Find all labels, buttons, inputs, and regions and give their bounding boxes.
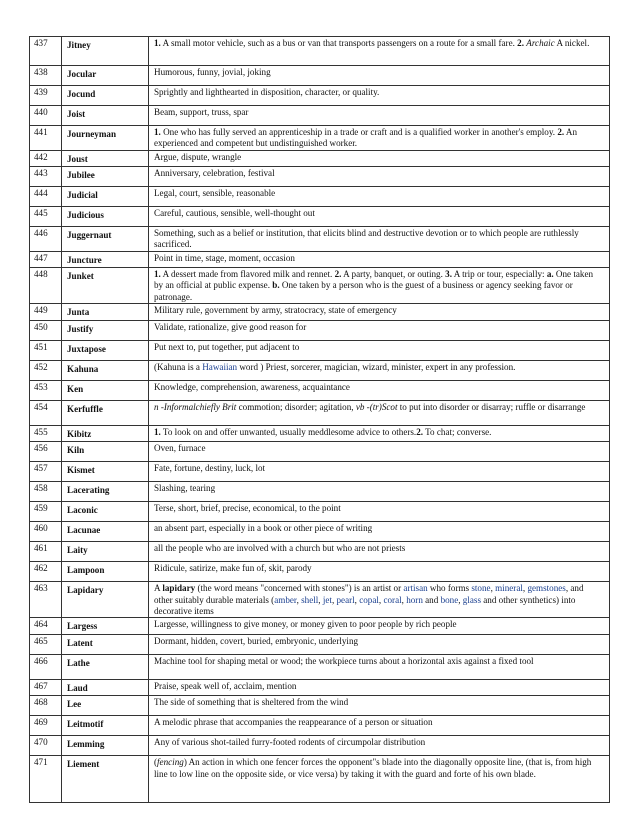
definition-link[interactable]: gemstones [527, 583, 566, 594]
definition-text: Validate, rationalize, give good reason for [154, 322, 307, 333]
definition-text: Terse, short, brief, precise, economical, to the point [154, 503, 341, 514]
definition-text: 2. [416, 427, 424, 438]
definition-text: to put into disorder or disarray; ruffle or disarrange [397, 402, 586, 413]
definition-link[interactable]: artisan [403, 583, 428, 594]
table-row [30, 66, 610, 86]
entry-word: Lee [62, 696, 149, 716]
entry-number: 454 [30, 401, 62, 426]
entry-word: Judicial [62, 187, 149, 207]
entry-definition [149, 252, 610, 268]
entry-definition [149, 187, 610, 207]
entry-word: Kismet [62, 462, 149, 482]
table-row [30, 126, 610, 151]
entry-definition [149, 361, 610, 381]
entry-number: 466 [30, 655, 62, 680]
table-row [30, 426, 610, 442]
table-row [30, 756, 610, 803]
definition-text: Careful, cautious, sensible, well-thought out [154, 208, 315, 218]
definition-link[interactable]: bone [440, 594, 459, 605]
entry-definition [149, 442, 610, 462]
table-row [30, 542, 610, 562]
definition-text: , [318, 594, 323, 605]
entry-number: 452 [30, 361, 62, 381]
entry-number: 459 [30, 502, 62, 522]
entry-definition [149, 635, 610, 655]
definition-text: and [422, 594, 441, 605]
entry-word: Liement [62, 756, 149, 803]
entry-definition [149, 680, 610, 696]
table-row [30, 86, 610, 106]
entry-word: Lathe [62, 655, 149, 680]
definition-link[interactable]: pearl [336, 594, 355, 605]
entry-number: 465 [30, 635, 62, 655]
definition-text: commotion; disorder; agitation, [236, 402, 356, 413]
entry-number: 469 [30, 716, 62, 736]
table-row [30, 106, 610, 126]
definition-text: Sprightly and lighthearted in disposition, character, or quality. [154, 87, 380, 97]
entry-number: 447 [30, 252, 62, 268]
definition-text: One taken by a person who is the guest of a business or agency seeking favor or patronage. [154, 280, 573, 302]
definition-text: 1. [154, 38, 161, 48]
entry-number: 446 [30, 227, 62, 252]
definition-text: Military rule, government by army, stratocracy, state of emergency [154, 305, 397, 316]
entry-word: Joist [62, 106, 149, 126]
definition-text: 2. [517, 38, 524, 48]
definition-text: One taken by an official at public expense. [154, 269, 594, 291]
entry-definition [149, 562, 610, 582]
entry-word: Lampoon [62, 562, 149, 582]
definition-text: n -Informalchiefly Brit [154, 402, 237, 413]
entry-number: 461 [30, 542, 62, 562]
definition-text: Anniversary, celebration, festival [154, 168, 275, 178]
table-row [30, 187, 610, 207]
entry-number: 458 [30, 482, 62, 502]
entry-definition [149, 37, 610, 66]
entry-definition [149, 462, 610, 482]
definition-text: word ) Priest, sorcerer, magician, wizard, minister, expert in any profession. [237, 362, 516, 373]
entry-word: Jocular [62, 66, 149, 86]
table-row [30, 618, 610, 635]
table-row [30, 562, 610, 582]
entry-definition [149, 167, 610, 187]
entry-word: Junket [62, 268, 149, 304]
entry-word: Laud [62, 680, 149, 696]
entry-number: 444 [30, 187, 62, 207]
definition-text: A nickel. [554, 38, 590, 48]
definition-text: Largesse, willingness to give money, or money given to poor people by rich people [154, 619, 457, 630]
definition-text: , [458, 594, 463, 605]
table-row [30, 482, 610, 502]
definition-link[interactable]: coral [383, 594, 402, 605]
definition-text: ) An action in which one fencer forces the opponent"s blade into the diagonally opposite line, (that is, from high line to low line on the opposite side, or vice versa) by taking it with the guard and forte of his own blade. [154, 757, 592, 779]
definition-text: Ridicule, satirize, make fun of, skit, parody [154, 563, 312, 574]
definition-text: Point in time, stage, moment, occasion [154, 253, 295, 263]
definition-text: , [401, 594, 407, 605]
definition-link[interactable]: stone [471, 583, 491, 594]
definition-link[interactable]: jet [322, 594, 332, 605]
table-row [30, 151, 610, 167]
definition-text: To chat; converse. [423, 427, 492, 438]
table-row [30, 207, 610, 227]
table-row [30, 401, 610, 426]
entry-definition [149, 227, 610, 252]
definition-text: Argue, dispute, wrangle [154, 152, 242, 162]
entry-definition [149, 655, 610, 680]
table-row [30, 680, 610, 696]
entry-word: Kerfuffle [62, 401, 149, 426]
definition-text: 1. [154, 427, 161, 438]
entry-number: 445 [30, 207, 62, 227]
definition-text: Archaic [526, 38, 555, 48]
definition-text: One who has fully served an apprenticeship in a trade or craft and is a qualified worker in another's employ. [160, 127, 558, 137]
entry-number: 448 [30, 268, 62, 304]
table-row [30, 582, 610, 618]
entry-definition [149, 106, 610, 126]
entry-word: Jitney [62, 37, 149, 66]
definition-text: lapidary [162, 583, 196, 594]
table-row [30, 716, 610, 736]
definition-text: a. [546, 269, 554, 279]
entry-number: 441 [30, 126, 62, 151]
table-row [30, 227, 610, 252]
entry-definition [149, 321, 610, 341]
table-row [30, 736, 610, 756]
entry-number: 440 [30, 106, 62, 126]
table-row [30, 655, 610, 680]
table-row [30, 462, 610, 482]
definition-text: Machine tool for shaping metal or wood; the workpiece turns about a horizontal axis against a fixed tool [154, 656, 534, 667]
entry-word: Leitmotif [62, 716, 149, 736]
table-row [30, 321, 610, 341]
entry-word: Jocund [62, 86, 149, 106]
definition-text: Dormant, hidden, covert, buried, embryonic, underlying [154, 636, 359, 647]
entry-number: 453 [30, 381, 62, 401]
definition-text: Beam, support, truss, spar [154, 107, 249, 117]
entry-definition [149, 66, 610, 86]
definition-text: , [354, 594, 360, 605]
entry-definition [149, 426, 610, 442]
entry-number: 468 [30, 696, 62, 716]
definition-text: Knowledge, comprehension, awareness, acquaintance [154, 382, 350, 393]
definition-text: Put next to, put together, put adjacent to [154, 342, 300, 353]
entry-definition [149, 86, 610, 106]
definition-text: fencing [157, 757, 184, 768]
entry-definition [149, 542, 610, 562]
definition-text: (Kahuna is a [154, 362, 203, 373]
definition-text: A melodic phrase that accompanies the reappearance of a person or situation [154, 717, 433, 728]
entry-word: Lacerating [62, 482, 149, 502]
entry-number: 442 [30, 151, 62, 167]
entry-number: 437 [30, 37, 62, 66]
definition-text: 3. [445, 269, 452, 279]
entry-word: Kahuna [62, 361, 149, 381]
definition-text: An experienced and competent but undistinguished worker. [154, 127, 578, 149]
definition-text: A [154, 583, 163, 594]
entry-word: Judicious [62, 207, 149, 227]
definition-text: Slashing, tearing [154, 483, 216, 494]
entry-definition [149, 401, 610, 426]
entry-word: Joust [62, 151, 149, 167]
entry-definition [149, 502, 610, 522]
definition-text: , [296, 594, 302, 605]
definition-text: (the word means "concerned with stones") is an artist or [195, 583, 404, 594]
vocabulary-table [29, 36, 610, 803]
entry-definition [149, 736, 610, 756]
entry-number: 438 [30, 66, 62, 86]
entry-number: 449 [30, 304, 62, 321]
definition-link[interactable]: glass [462, 594, 481, 605]
entry-word: Laity [62, 542, 149, 562]
table-row [30, 268, 610, 304]
entry-definition [149, 381, 610, 401]
definition-link[interactable]: mineral [495, 583, 523, 594]
entry-number: 471 [30, 756, 62, 803]
definition-text: b. [272, 280, 280, 291]
entry-word: Juncture [62, 252, 149, 268]
definition-text: who forms [427, 583, 472, 594]
entry-definition [149, 268, 610, 304]
definition-text: 2. [334, 269, 342, 279]
definition-text: and other synthetics) into decorative items [154, 594, 576, 617]
definition-link[interactable]: amber [274, 594, 297, 605]
entry-number: 450 [30, 321, 62, 341]
table-row [30, 381, 610, 401]
definition-text: an absent part, especially in a book or other piece of writing [154, 523, 373, 534]
definition-text: all the people who are involved with a church but who are not priests [154, 543, 406, 554]
entry-number: 455 [30, 426, 62, 442]
entry-word: Juxtapose [62, 341, 149, 361]
definition-text: Any of various shot-tailed furry-footed rodents of circumpolar distribution [154, 737, 426, 748]
entry-word: Junta [62, 304, 149, 321]
table-row [30, 522, 610, 542]
entry-number: 456 [30, 442, 62, 462]
entry-definition [149, 696, 610, 716]
definition-text: The side of something that is sheltered from the wind [154, 697, 349, 708]
definition-text: vb -(tr)Scot [355, 402, 398, 413]
definition-link[interactable]: copal [359, 594, 379, 605]
definition-text: A dessert made from flavored milk and rennet. [160, 269, 335, 279]
definition-text: 2. [557, 127, 565, 137]
definition-text: , [490, 583, 496, 594]
entry-definition [149, 341, 610, 361]
entry-word: Lemming [62, 736, 149, 756]
definition-link[interactable]: Hawaiian [202, 362, 238, 373]
entry-number: 467 [30, 680, 62, 696]
vocabulary-table-body [30, 37, 610, 803]
entry-definition [149, 304, 610, 321]
entry-definition [149, 126, 610, 151]
definition-text: A trip or tour, especially: [451, 269, 547, 279]
entry-word: Lapidary [62, 582, 149, 618]
entry-number: 464 [30, 618, 62, 635]
table-row [30, 502, 610, 522]
table-row [30, 442, 610, 462]
entry-number: 463 [30, 582, 62, 618]
definition-text: Humorous, funny, jovial, joking [154, 67, 271, 77]
entry-definition [149, 522, 610, 542]
definition-text: , [331, 594, 337, 605]
entry-number: 460 [30, 522, 62, 542]
table-row [30, 635, 610, 655]
definition-text: , [522, 583, 528, 594]
entry-definition [149, 207, 610, 227]
entry-word: Journeyman [62, 126, 149, 151]
definition-link[interactable]: horn [406, 594, 423, 605]
entry-definition [149, 482, 610, 502]
definition-link[interactable]: shell [301, 594, 319, 605]
table-row [30, 341, 610, 361]
entry-definition [149, 716, 610, 736]
entry-word: Laconic [62, 502, 149, 522]
entry-word: Kibitz [62, 426, 149, 442]
table-row [30, 304, 610, 321]
definition-text: 1. [154, 127, 161, 137]
definition-text: Something, such as a belief or institution, that elicits blind and destructive devotion or to which people are ruthlessly sacrificed. [154, 228, 579, 250]
definition-text: , [378, 594, 384, 605]
definition-text: Praise, speak well of, acclaim, mention [154, 681, 297, 692]
entry-number: 457 [30, 462, 62, 482]
entry-word: Latent [62, 635, 149, 655]
entry-word: Justify [62, 321, 149, 341]
entry-word: Lacunae [62, 522, 149, 542]
entry-number: 462 [30, 562, 62, 582]
table-row [30, 252, 610, 268]
definition-text: Oven, furnace [154, 443, 206, 454]
entry-number: 470 [30, 736, 62, 756]
entry-definition [149, 618, 610, 635]
entry-number: 451 [30, 341, 62, 361]
table-row [30, 167, 610, 187]
entry-word: Largess [62, 618, 149, 635]
definition-text: A small motor vehicle, such as a bus or van that transports passengers on a route for a small fare. [160, 38, 518, 48]
definition-text: Fate, fortune, destiny, luck, lot [154, 463, 266, 474]
table-row [30, 37, 610, 66]
entry-word: Ken [62, 381, 149, 401]
table-row [30, 361, 610, 381]
definition-text: A party, banquet, or outing. [341, 269, 446, 279]
definition-text: To look on and offer unwanted, usually meddlesome advice to others. [160, 427, 417, 438]
entry-word: Jubilee [62, 167, 149, 187]
entry-word: Kiln [62, 442, 149, 462]
table-row [30, 696, 610, 716]
definition-text: , and other suitably durable materials ( [154, 583, 584, 605]
entry-definition [149, 151, 610, 167]
entry-definition [149, 756, 610, 803]
definition-text: Legal, court, sensible, reasonable [154, 188, 276, 198]
definition-text: 1. [154, 269, 161, 279]
entry-word: Juggernaut [62, 227, 149, 252]
entry-definition [149, 582, 610, 618]
definition-text: ( [154, 757, 158, 768]
entry-number: 439 [30, 86, 62, 106]
entry-number: 443 [30, 167, 62, 187]
